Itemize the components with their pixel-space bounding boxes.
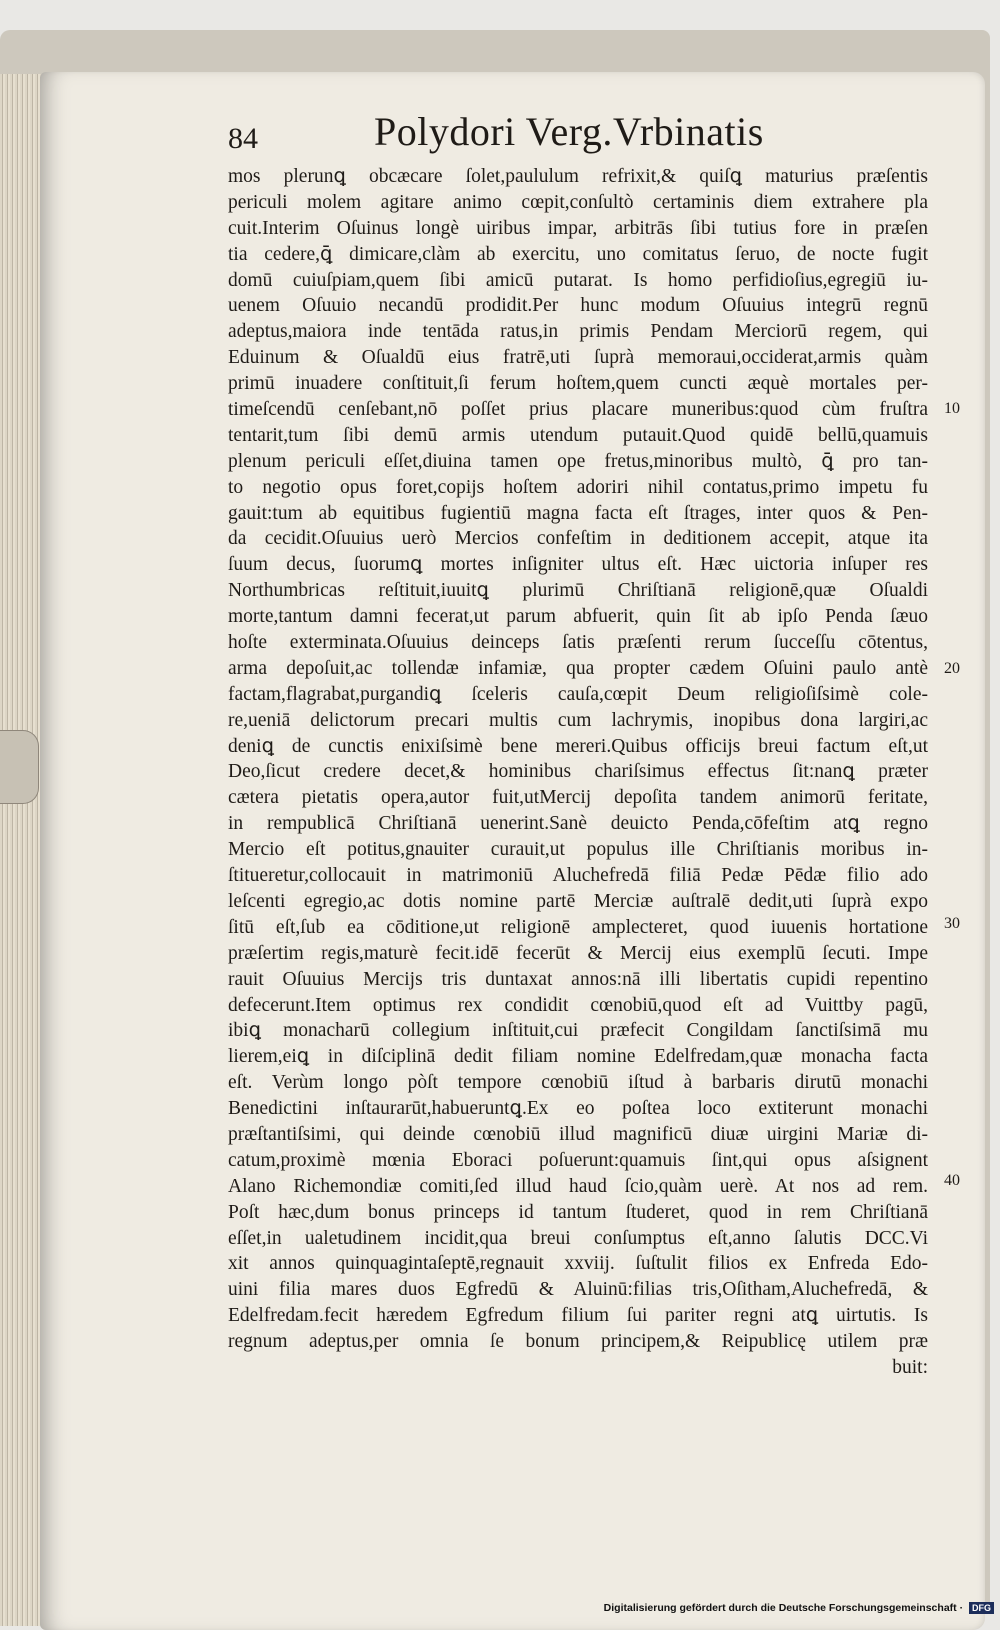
text-line: plenum periculi eſſet,diuina tamen ope fretus,minoribus multò, ꝗ̄ pro tan- (228, 450, 928, 472)
text-line: eſt. Verùm longo pòſt tempore cœnobiū iſtud à barbaris dirutū monachi (228, 1072, 928, 1094)
text-line: primū inuadere conſtituit,ſi ferum hoſtem,quem cuncti æquè mortales per- (228, 373, 928, 395)
text-line: da cecidit.Oſuuius uerò Mercios confeſtim in deditionem accepit, atque ita (228, 528, 928, 550)
text-line: cuit.Interim Oſuinus longè uiribus impar, arbitrās ſibi tutius fore in præſen (228, 217, 928, 239)
text-line: mos plerunꝗ obcæcare ſolet,paululum refrixit,& quiſꝗ maturius præſentis (228, 166, 928, 187)
text-line: hoſte exterminata.Oſuuius deinceps ſatis præſenti rerum ſucceſſu cōtentus, (228, 632, 928, 654)
text-line: præſertim regis,maturè fecit.idē fecerūt & Mercij eius exemplū ſecuti. Impe (228, 942, 928, 964)
text-line: domū cuiuſpiam,quem ſibi amicū putarat. Is homo perfidioſius,egregiū iu- (228, 269, 928, 291)
text-line: Edelfredam.fecit hæredem Egfredum filium ſui pariter regni atꝗ uirtutis. Is (228, 1305, 928, 1327)
body-text (228, 164, 928, 1381)
text-line: Deo,ſicut credere decet,& hominibus chariſsimus effectus ſit:nanꝗ præter (228, 761, 928, 783)
text-line: uini filia mares duos Egfredū & Aluinū:filias tris,Oſitham,Aluchefredā, & (228, 1279, 928, 1301)
text-line: to negotio opus foret,copijs hoſtem adoriri nihil contatus,primo impetu fu (228, 476, 928, 498)
page-header (228, 108, 948, 160)
text-line: præſtantiſsimi, qui deinde cœnobiū illud magnificū diuæ uirgini Mariæ di- (228, 1123, 928, 1145)
text-line: Poſt hæc,dum bonus princeps id tantum ſtuderet, quod in rem Chriſtianā (228, 1201, 928, 1223)
text-line: deniꝗ de cunctis enixiſsimè bene mereri.Quibus officijs breui factum eſt,ut (228, 735, 928, 757)
text-line: adeptus,maiora inde tentāda ratus,in primis Pendam Merciorū regem, qui (228, 321, 928, 343)
text-line: ſuum decus, ſuorumꝗ mortes inſigniter ultus eſt. Hæc uictoria inſuper res (228, 554, 928, 576)
text-line: cætera pietatis opera,autor fuit,utMercij depoſita tandem animorū feritate, (228, 787, 928, 809)
text-line: xit annos quinquagintaſeptē,regnauit xxviij. ſuſtulit filios ex Enfreda Edo- (228, 1253, 928, 1275)
text-line: uenem Oſuuio necandū prodidit.Per hunc modum Oſuuius integrū regnū (228, 295, 928, 317)
text-line: rauit Oſuuius Mercijs tris duntaxat annos:nā illi libertatis cupidi repentino (228, 968, 928, 990)
page-number: 84 (228, 122, 258, 155)
text-line: in rempublicā Chriſtianā uenerint.Sanè deuicto Penda,cōfeſtim atꝗ regno (228, 813, 928, 835)
text-line: arma depoſuit,ac tollendæ infamiæ, qua propter cædem Oſuini paulo antè (228, 657, 928, 679)
text-line: catum,proximè mœnia Eboraci poſuerunt:quamuis ſint,qui opus aſsignent (228, 1149, 928, 1171)
text-line: factam,flagrabat,purgandiꝗ ſceleris cauſa,cœpit Deum religioſiſsimè cole- (228, 683, 928, 705)
running-title: Polydori Verg.Vrbinatis (374, 109, 764, 154)
text-line: Alano Richemondiæ comiti,ſed illud haud ſcio,quàm uerè. At nos ad rem. (228, 1175, 928, 1197)
line-number-10: 10 (944, 400, 960, 417)
text-line: buit: (892, 1356, 928, 1378)
text-line: defecerunt.Item optimus rex condidit cœnobiū,quod eſt ad Vuittby pagū, (228, 994, 928, 1016)
text-line: periculi molem agitare animo cœpit,conſultò certaminis diem extrahere pla (228, 191, 928, 213)
text-line: ſitū eſt,ſub ea cōditione,ut religionē amplecteret, quod iuuenis hortatione (228, 916, 928, 938)
text-line: timeſcendū cenſebant,nō poſſet prius placare muneribus:quod cùm fruſtra (228, 399, 928, 421)
dfg-logo: DFG (969, 1602, 994, 1614)
text-line: lierem,eiꝗ in diſciplinā dedit filiam nomine Edelfredam,quæ monacha facta (228, 1046, 928, 1068)
text-line: gauit:tum ab equitibus fugientiū magna facta eſt ſtrages, inter quos & Pen- (228, 502, 928, 524)
digitization-footer: Digitalisierung gefördert durch die Deutsche Forschungsgemeinschaft · DFG (604, 1602, 994, 1615)
line-number-30: 30 (944, 915, 960, 932)
text-line: tentarit,tum ſibi demū armis utendum putauit.Quod quidē bellū,quamuis (228, 424, 928, 446)
text-line: Mercio eſt potitus,gnauiter curauit,ut populus ille Chriſtianis moribus in- (228, 839, 928, 861)
text-line: Benedictini inſtaurarūt,habueruntꝗ.Ex eo poſtea loco extiterunt monachi (228, 1098, 928, 1120)
line-number-20: 20 (944, 660, 960, 677)
text-line: morte,tantum damni fecerat,ut parum abfuerit, quin ſit ab ipſo Penda ſæuo (228, 606, 928, 628)
text-line: regnum adeptus,per omnia ſe bonum principem,& Reipublicę utilem præ (228, 1331, 928, 1353)
text-line: Northumbricas reſtituit,iuuitꝗ plurimū Chriſtianā religionē,quæ Oſualdi (228, 580, 928, 602)
text-line: Eduinum & Oſualdū eius fratrē,uti ſuprà memoraui,occiderat,armis quàm (228, 347, 928, 369)
text-line: eſſet,in ualetudinem incidit,qua breui conſumptus eſt,anno ſalutis DCC.Vi (228, 1227, 928, 1249)
text-line: re,ueniā delictorum precari multis cum lachrymis, inopibus dona largiri,ac (228, 709, 928, 731)
line-number-40: 40 (944, 1172, 960, 1189)
text-line: leſcenti egregio,ac dotis nomine partē Merciæ auſtralē dedit,uti ſuprà expo (228, 890, 928, 912)
text-line: ibiꝗ monacharū collegium inſtituit,cui præfecit Congildam ſanctiſsimā mu (228, 1020, 928, 1042)
text-line: tia cedere,ꝗ̄ dimicare,clàm ab exercitu, uno comitatus ſeruo, de nocte fugit (228, 243, 928, 265)
page-tab-marker (0, 730, 39, 804)
footer-credit: Digitalisierung gefördert durch die Deutsche Forschungsgemeinschaft (603, 1602, 957, 1615)
text-line: ſtitueretur,collocauit in matrimoniū Aluchefredā filiā Pedæ Pēdæ filio ado (228, 865, 928, 887)
